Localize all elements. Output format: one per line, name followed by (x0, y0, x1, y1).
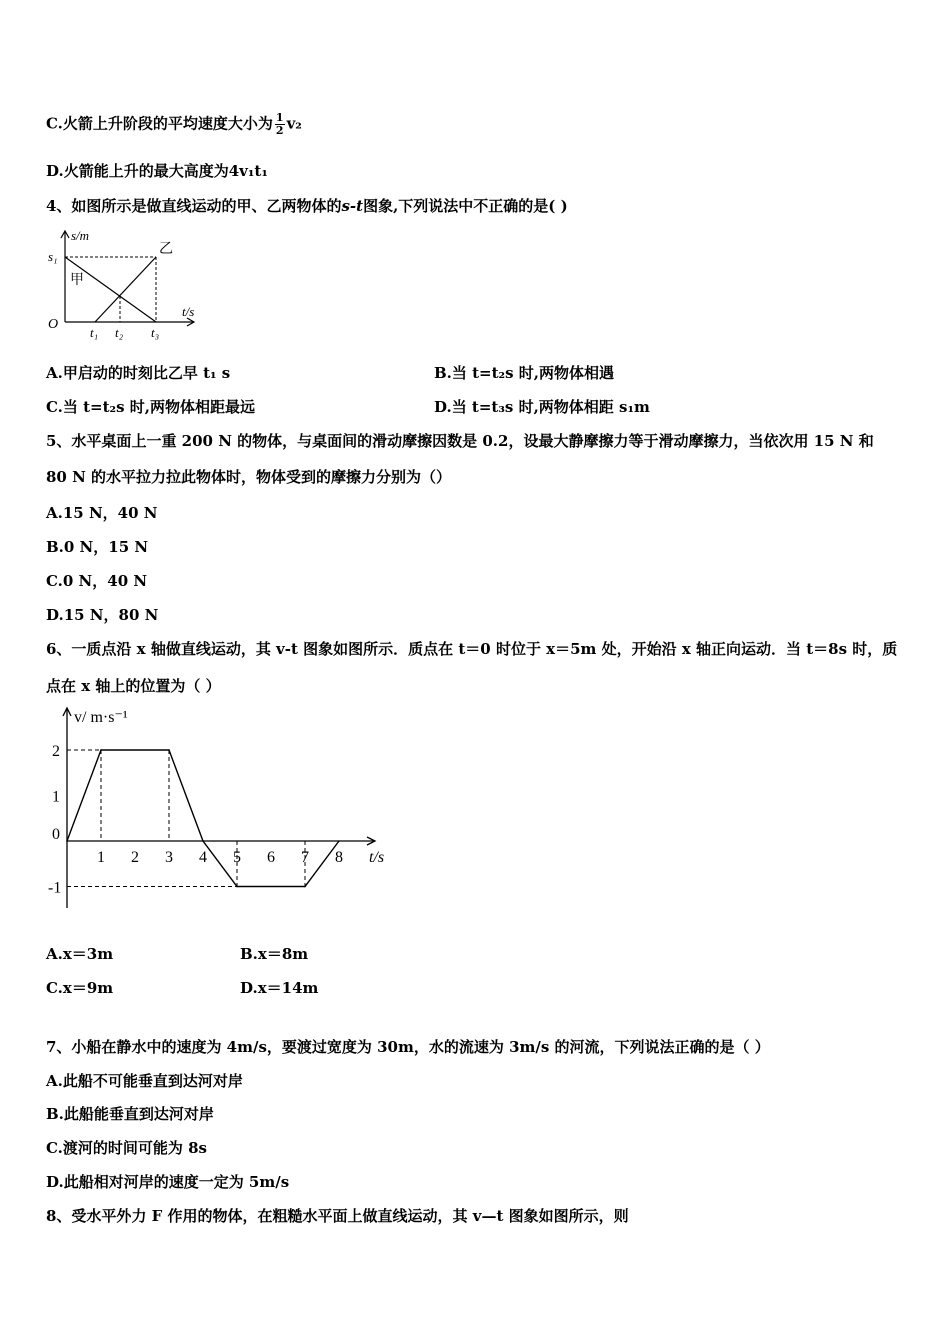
q5-option-a: A.15 N，40 N (46, 504, 158, 522)
x-tick-label: 8 (335, 849, 343, 866)
vt-data-point (338, 840, 340, 842)
q5-stem-line1: 5、水平桌面上一重 200 N 的物体，与桌面间的滑动摩擦因数是 0.2，设最大静摩擦力等于滑动摩擦力，当依次用 15 N 和 (46, 432, 874, 450)
q3-option-c (46, 112, 302, 137)
q4-option-c: C.当 t=t₂s 时,两物体相距最远 (46, 398, 256, 416)
q4-option-a: A.甲启动的时刻比乙早 t₁ s (46, 364, 231, 382)
q4-jia-label: 甲 (70, 273, 84, 288)
q5-option-b: B.0 N，15 N (46, 538, 149, 556)
q7-option-b: B.此船能垂直到达河对岸 (46, 1105, 214, 1123)
q6-x-axis-label: t/s (369, 849, 385, 866)
q7-option-d: D.此船相对河岸的速度一定为 5m/s (46, 1173, 290, 1191)
q6-option-a: A.x＝3m (46, 945, 114, 963)
q6-option-d: D.x＝14m (240, 979, 319, 997)
q5-stem-line2: 80 N 的水平拉力拉此物体时，物体受到的摩擦力分别为（） (46, 468, 452, 486)
q6-option-b: B.x＝8m (240, 945, 309, 963)
q7-stem: 7、小船在静水中的速度为 4m/s，要渡过宽度为 30m，水的流速为 3m/s 的河流，下列说法正确的是（ ） (46, 1038, 770, 1056)
q5-option-c: C.0 N，40 N (46, 572, 148, 590)
q6-stem-line1: 6、一质点沿 x 轴做直线运动，其 v-t 图象如图所示．质点在 t＝0 时位于 x＝5m 处，开始沿 x 轴正向运动．当 t＝8s 时，质 (46, 640, 898, 658)
x-tick-label: 4 (199, 849, 207, 866)
q4-option-d: D.当 t=t₃s 时,两物体相距 s₁m (434, 398, 650, 416)
y-tick-label: 1 (52, 788, 60, 806)
q7-option-c: C.渡河的时间可能为 8s (46, 1139, 208, 1157)
y-tick-label: 0 (52, 826, 60, 843)
y-tick-label: -1 (48, 879, 62, 897)
vt-data-point (66, 840, 68, 842)
x-tick-label: 6 (267, 849, 275, 866)
q4-t2-label: t₂ (115, 325, 124, 340)
vt-data-point (236, 886, 238, 888)
q3-option-c-text: C.火箭上升阶段的平均速度大小为 (46, 114, 273, 133)
y-tick-label: 2 (52, 743, 60, 760)
q6-option-c: C.x＝9m (46, 979, 114, 997)
q4-t3-label: t₃ (151, 325, 160, 340)
q6-stem-line2: 点在 x 轴上的位置为（ ） (46, 677, 221, 695)
q3-option-d: D.火箭能上升的最大高度为4v₁t₁ (46, 162, 268, 180)
x-tick-label: 2 (131, 849, 139, 866)
q8-stem: 8、受水平外力 F 作用的物体，在粗糙水平面上做直线运动，其 v—t 图象如图所示，则 (46, 1207, 629, 1225)
vt-series-line (67, 750, 339, 887)
q6-y-axis-label: v/ m·s⁻¹ (74, 709, 128, 726)
q4-t1-label: t₁ (90, 325, 99, 340)
vt-data-point (168, 749, 170, 751)
vt-data-point (202, 840, 204, 842)
q4-x-axis-label: t/s (182, 304, 195, 319)
x-tick-label: 5 (233, 849, 241, 866)
vt-data-point (100, 749, 102, 751)
q4-stem: 4、如图所示是做直线运动的甲、乙两物体的s-t图象,下列说法中不正确的是( ) (46, 197, 568, 215)
q3-option-c-tail: v₂ (286, 114, 302, 133)
x-tick-label: 3 (165, 849, 173, 866)
q4-option-b: B.当 t=t₂s 时,两物体相遇 (434, 364, 615, 382)
x-tick-label: 7 (301, 849, 309, 866)
q4-yi-label: 乙 (159, 242, 173, 257)
q5-option-d: D.15 N，80 N (46, 606, 159, 624)
q4-origin-label: O (48, 317, 59, 332)
q4-y-axis-label: s/m (71, 228, 90, 243)
q4-s1-label: s₁ (48, 249, 58, 264)
q6-vt-graph (40, 700, 400, 915)
q7-option-a: A.此船不可能垂直到达河对岸 (46, 1072, 243, 1090)
x-tick-label: 1 (97, 849, 105, 866)
vt-data-point (304, 886, 306, 888)
q4-st-graph (44, 226, 214, 341)
fraction: $\frac{1}{2}$ (275, 111, 284, 137)
